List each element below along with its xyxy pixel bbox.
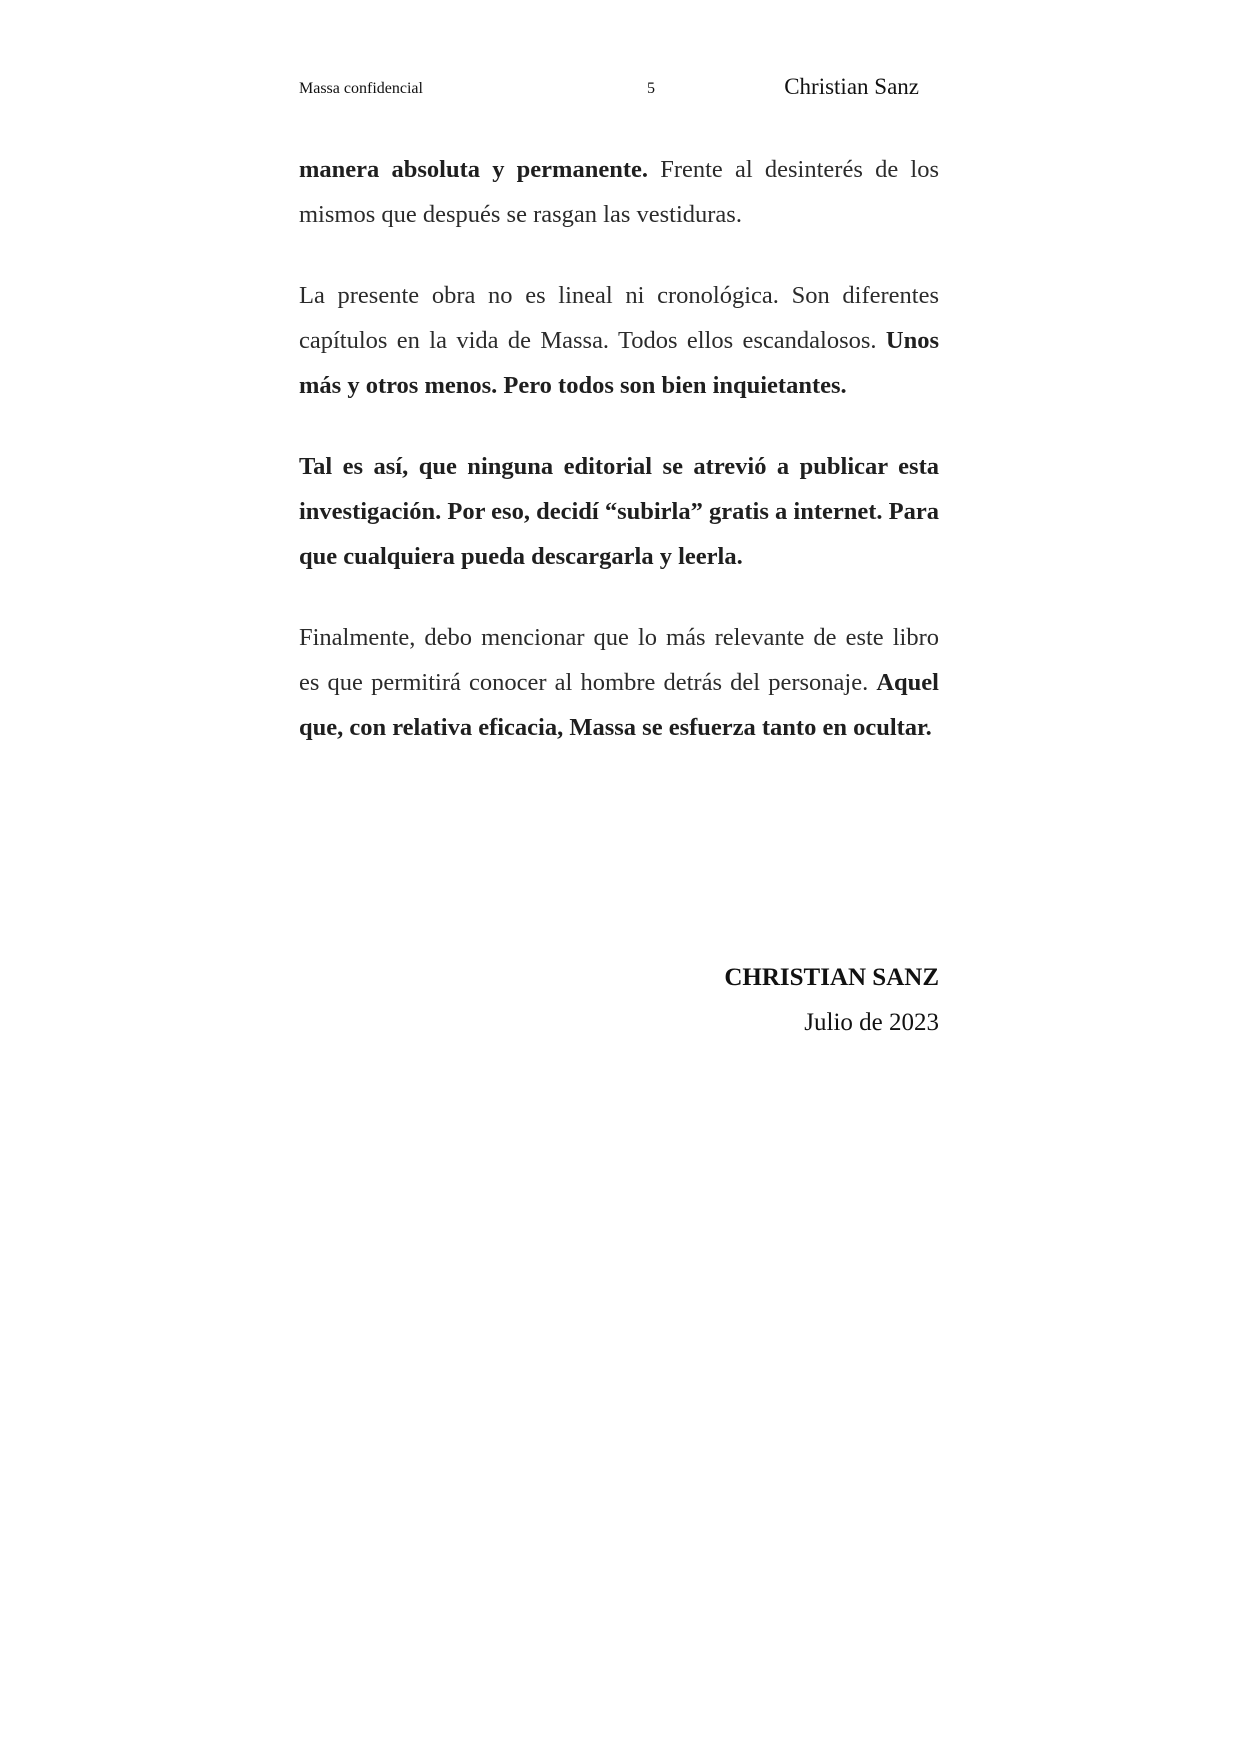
page-header [299, 74, 919, 104]
header-book-title: Massa confidencial [299, 80, 423, 97]
signature-date: Julio de 2023 [804, 1009, 939, 1036]
paragraph-3 [299, 444, 939, 579]
body-text [299, 147, 939, 786]
paragraph-2-text: La presente obra no es lineal ni cronológica. Son diferentes capítulos en la vida de Massa. Todos ellos escandalosos. [299, 282, 939, 354]
header-author: Christian Sanz [784, 74, 919, 99]
paragraph-2 [299, 273, 939, 408]
header-page-number: 5 [647, 80, 655, 97]
paragraph-4-bold: Aquel que, con relativa eficacia, Massa se esfuerza tanto en ocultar. [299, 669, 939, 741]
paragraph-4 [299, 615, 939, 750]
signature-name: CHRISTIAN SANZ [724, 964, 939, 991]
paragraph-1 [299, 147, 939, 237]
paragraph-1-text: Frente al desinterés de los mismos que después se rasgan las vestiduras. [299, 156, 939, 228]
signature-block [299, 955, 939, 1045]
paragraph-4-text: Finalmente, debo mencionar que lo más relevante de este libro es que permitirá conocer al hombre detrás del personaje. [299, 624, 939, 696]
paragraph-2-bold: Unos más y otros menos. Pero todos son bien inquietantes. [299, 327, 939, 399]
paragraph-1-bold: manera absoluta y permanente. [299, 156, 648, 183]
paragraph-3-bold: Tal es así, que ninguna editorial se atrevió a publicar esta investigación. Por eso, decidí “subirla” gratis a internet. Para que cualquiera pueda descargarla y leerla. [299, 453, 939, 570]
